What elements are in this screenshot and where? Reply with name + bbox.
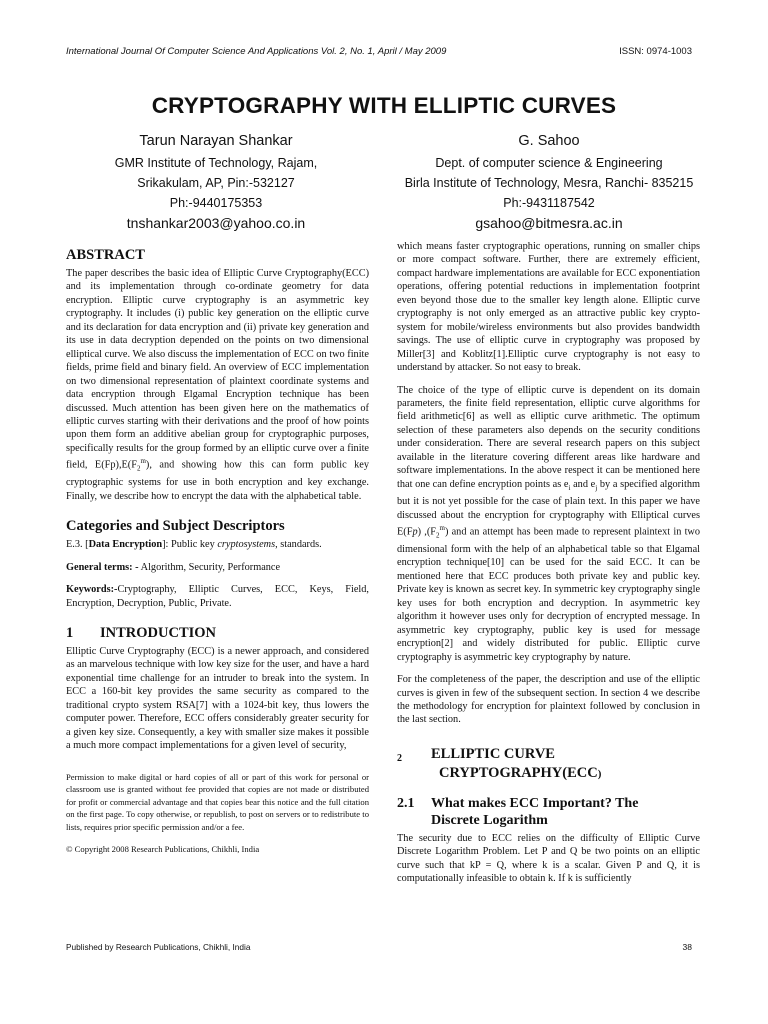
author-name: G. Sahoo (518, 133, 580, 149)
general-terms: General terms: - Algorithm, Security, Performance (66, 561, 281, 573)
paper-title: CRYPTOGRAPHY WITH ELLIPTIC CURVES (151, 93, 617, 118)
page-number: 38 (682, 942, 692, 952)
journal-header: International Journal Of Computer Science And Applications Vol. 2, No. 1, April / May 2009 (66, 46, 447, 57)
intro-paragraph-2: The choice of the type of elliptic curve is dependent on its domain parameters, the finite field representation, elliptic curve algorithms for field arithmetic[6] as well as elliptic curve arithmetic. The optimum selection of these parameters also depends on the security conditions under consideration. There are several research papers on this subject available in the literature covering different areas like hardware and software implementations. In the above respect it can be mentioned here that one can define encryption points as $e_i$ and $e_j$ by a specified algorithm but it is not yet possible for the case of plain text. In this paper we have discussed about the encryption for cryptography with Elliptical curves E(Fp) $,(F_2^m)$ and an attempt has been made to represent plaintext in two dimensional form with the help of an alphabetical table so that Elgamal encryption technique[10] can be used for the said ECC. It can be mentioned here that ECC produces both private key and public key. Private key is known as secret key. In symmetric key cryptography single key uses for both encryption and decryption. In asymmetric key algorithm it however uses only for decryption of encrypted message. In asymmetric key cryptography, public key is used for message encryption[2] and widely distributed for public. Elliptic curve cryptography is asymmetric key cryptography by nature. (397, 384, 701, 663)
author-email: tnshankar2003@yahoo.co.in (126, 215, 306, 231)
intro-paragraph-3: For the completeness of the paper, the description and use of the elliptic curves is given in few of the subsequent section. In section 4 we describe the methodology for encryption for plaintext followed by conclusion in the last section. (397, 674, 700, 726)
introduction-heading: 1 INTRODUCTION (66, 624, 217, 641)
author-block-2 (388, 133, 710, 231)
footer-publisher: Published by Research Publications, Chikhli, India (66, 942, 251, 952)
keywords: Keywords:-Cryptography, Elliptic Curves, ECC, Keys, Field, Encryption, Decryption, Public, Private. (66, 584, 369, 609)
introduction-text: Elliptic Curve Cryptography (ECC) is a newer approach, and considered as an marvelous technique with low key size for the user, and have a hard exponential time challenge for an intruder to break into the system. In ECC a 160-bit key provides the same security as compared to the traditional crypto system RSA[7] with a 1024-bit key, thus lowers the computer power. Therefore, ECC offers considerably greater security for a given key size. Consequently, a key with smaller size makes it possible a much more compact implementations for a given level of security, (66, 645, 369, 752)
issn: ISSN: 0974-1003 (619, 46, 692, 57)
permission-notice: Permission to make digital or hard copies of all or part of this work for personal or classroom use is granted without fee provided that copies are not made or distributed for profit or commercial advantage and that copies bear this notice and the full citation on the first page. To copy otherwise, or republish, to post on servers or to redistribute to lists, requires prior specific permission and/or a fee. (66, 771, 369, 832)
categories-e3: E.3. [Data Encryption]: Public key cryptosystems, standards. (66, 539, 322, 551)
author-phone: Ph:-9431187542 (503, 196, 595, 210)
author-affiliation: Dept. of computer science & Engineering (435, 156, 663, 170)
abstract-heading: ABSTRACT (66, 247, 145, 263)
subsection-2-1-text: The security due to ECC relies on the difficulty of Elliptic Curve Discrete Logarithm Problem. Let P and Q be two points on an elliptic curve such that kP = Q, where k is a scalar. Given P and Q, it is computationally infeasible to obtain k. If k is sufficiently (397, 832, 700, 885)
categories-heading: Categories and Subject Descriptors (66, 518, 285, 535)
section-2-heading: 2 ELLIPTIC CURVE CRYPTOGRAPHY(ECC) (397, 745, 602, 781)
author-email: gsahoo@bitmesra.ac.in (475, 215, 623, 231)
author-block-1 (66, 133, 366, 231)
subsection-2-1-heading: 2.1 What makes ECC Important? The Discrete Logarithm (397, 795, 639, 828)
left-column (66, 246, 369, 854)
right-column (397, 240, 700, 886)
author-name: Tarun Narayan Shankar (139, 133, 293, 149)
author-affiliation: GMR Institute of Technology, Rajam, (114, 156, 318, 170)
abstract-text: The paper describes the basic idea of Elliptic Curve Cryptography(ECC) and its implementation through co-ordinate geometry for data encryption. Elliptic curve cryptography is an asymmetric key cryptography. It includes (i) public key generation on the elliptic curve and its declaration for data encryption and (ii) private key generation and its use in data decryption depended on the points on two dimensional elliptical curve. We also discuss the implementation of ECC on two finite fields, prime field and binary field. An overview of ECC implementation on two dimensional representation of plaintext coordinate systems and data encryption through Elgamal Encryption technique has been discussed. Much attention has been given here on the mathematics of elliptic curves starting with their derivations and the proof of how points upon them form an additive abelian group for cryptographic purposes, specifically results for the group formed by an elliptic curve over a finite field, $E(Fp),E(F_2^m)$, and showing how this can form public key cryptographic systems for use in both encryption and key exchange. Finally, we describe how to encrypt the data with the alphabetical table. (66, 268, 369, 502)
intro-continued: which means faster cryptographic operations, running on smaller chips or more compact software. Further, there are extremely efficient, compact hardware implementations are available for ECC exponentiation operations, offering potential reductions in implementation footprint even beyond those due to the smaller key length alone. Elliptic curve cryptography is not only emerged as an attractive public key crypto-system for mobile/wireless environments but also provides bandwidth savings. The use of elliptic curve in cryptography was proposed by Miller[3] and Koblitz[1].Elliptic curve cryptography is not easy to understand by attacker. So not easy to break. (397, 241, 700, 374)
author-phone: Ph:-9440175353 (169, 196, 263, 210)
copyright-line: © Copyright 2008 Research Publications, Chikhli, India (66, 843, 260, 854)
author-affiliation: Srikakulam, AP, Pin:-532127 (137, 176, 295, 190)
author-affiliation: Birla Institute of Technology, Mesra, Ranchi- 835215 (404, 176, 694, 190)
